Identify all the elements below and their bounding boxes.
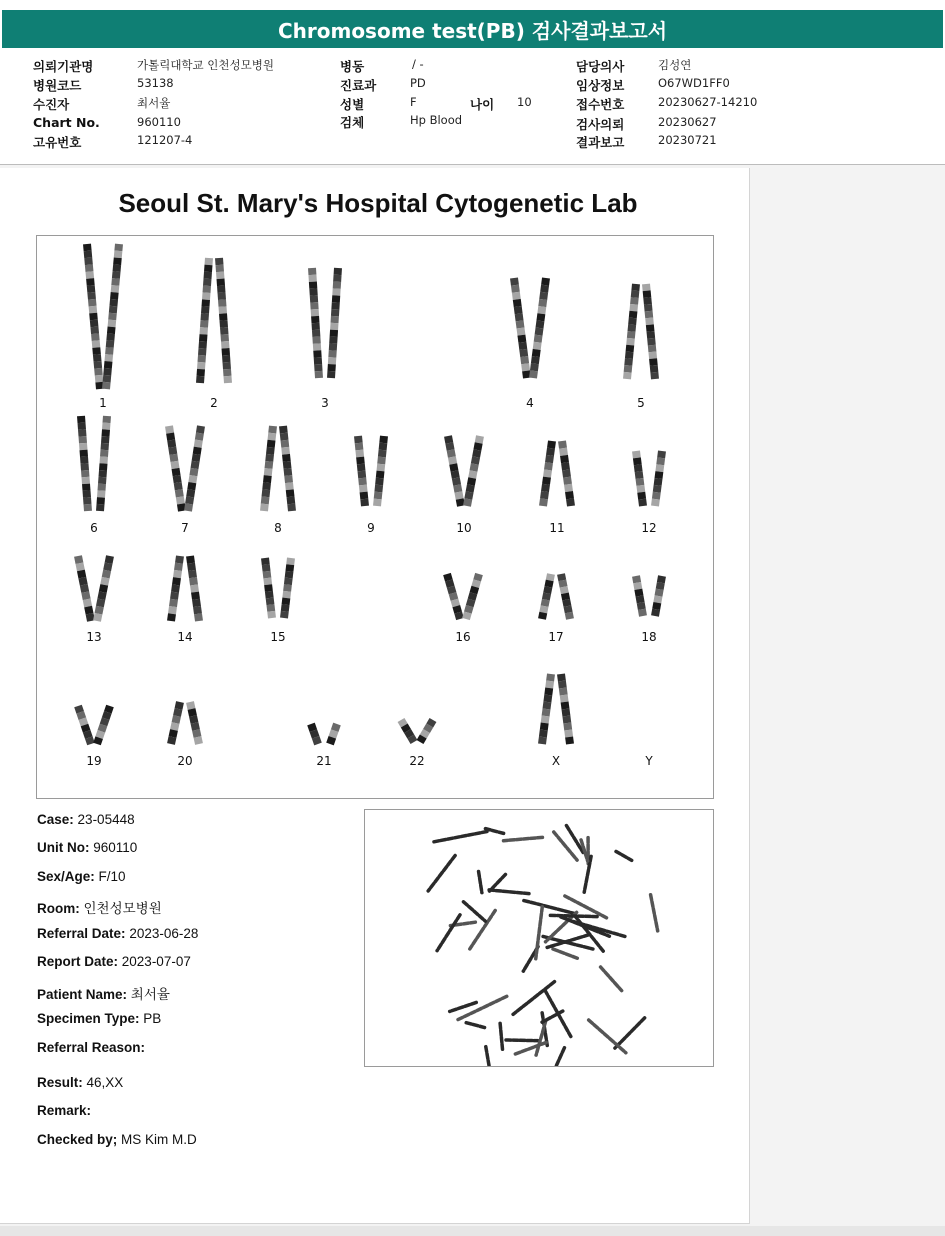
- request-label: 검사의뢰: [576, 117, 625, 132]
- chart-no-value: 960110: [137, 115, 181, 129]
- sexage-field: [37, 869, 126, 884]
- metaphase-chromosome: [486, 1047, 491, 1066]
- chromosome-pair-6: [81, 416, 107, 511]
- specimen-type-field: [37, 1011, 161, 1026]
- referral-date-label: Referral Date:: [37, 926, 126, 941]
- specimen-value: Hp Blood: [410, 113, 463, 127]
- hospital-code-label: 병원코드: [33, 78, 82, 93]
- chromosome-pair-21: [311, 724, 337, 744]
- chromosome-pair-7: [169, 426, 201, 511]
- unit-field: [37, 840, 137, 855]
- metaphase-chromosome: [615, 1018, 645, 1048]
- chromosome-pair-1: [87, 244, 119, 389]
- checked-by-field: [37, 1132, 197, 1147]
- patient-name-value: 최서율: [130, 987, 170, 1002]
- report-date-field: [37, 954, 191, 969]
- chart-no-label: Chart No.: [33, 115, 100, 130]
- sex-value: F: [410, 95, 417, 109]
- chromosome-label-3: 3: [321, 396, 329, 410]
- chromosome-label-8: 8: [274, 521, 282, 535]
- chromosome-label-15: 15: [270, 630, 286, 644]
- chromosome-label-Y: Y: [645, 754, 653, 768]
- chromosome-pair-5: [627, 284, 655, 379]
- hospital-code-value: 53138: [137, 76, 174, 90]
- referral-reason-label: Referral Reason:: [37, 1040, 146, 1055]
- institution-value: 가톨릭대학교 인천성모병원: [137, 58, 274, 72]
- metaphase-chromosome: [504, 837, 543, 840]
- case-label: Case:: [37, 812, 74, 827]
- chromosome-label-13: 13: [86, 630, 102, 644]
- chromosome-pair-4: [514, 278, 546, 378]
- doctor-value: 김성연: [658, 58, 692, 72]
- department-value: PD: [410, 76, 426, 90]
- chromosome-pair-12: [636, 451, 662, 506]
- referral-date-field: [37, 926, 198, 941]
- receipt-no-label: 접수번호: [576, 97, 625, 112]
- room-value: 인천성모병원: [83, 901, 162, 916]
- unit-value: 960110: [93, 840, 138, 855]
- metaphase-chromosome: [550, 915, 597, 916]
- chromosome-label-22: 22: [409, 754, 425, 768]
- case-value: 23-05448: [77, 812, 135, 827]
- chromosome-label-21: 21: [316, 754, 332, 768]
- metaphase-chromosome: [601, 967, 622, 991]
- karyotype-panel: [36, 235, 714, 799]
- chromosome-pair-20: [171, 702, 199, 744]
- chromosome-pair-3: [312, 268, 338, 378]
- clinical-label: 임상정보: [576, 78, 625, 93]
- institution-label: 의뢰기관명: [33, 59, 94, 74]
- metaphase-chromosome: [450, 1002, 477, 1011]
- checked-by-label: Checked by;: [37, 1132, 118, 1147]
- case-field: [37, 812, 135, 827]
- report-date-label: Report Date:: [37, 954, 119, 969]
- checked-by-value: MS Kim M.D: [121, 1132, 197, 1147]
- chromosome-pair-18: [636, 576, 662, 616]
- room-field: [37, 897, 162, 917]
- result-label: Result:: [37, 1075, 83, 1090]
- chromosome-pair-17: [542, 574, 570, 619]
- lab-title: Seoul St. Mary's Hospital Cytogenetic Lab: [118, 188, 638, 218]
- metaphase-chromosome: [457, 996, 506, 1020]
- metaphase-chromosome: [616, 851, 632, 860]
- specimen-label: 검체: [340, 115, 365, 130]
- chromosome-pair-10: [448, 436, 480, 506]
- chromosome-label-2: 2: [210, 396, 218, 410]
- department-label: 진료과: [340, 78, 377, 93]
- sex-label: 성별: [340, 97, 365, 112]
- chromosome-pair-8: [264, 426, 292, 511]
- recipient-label: 수진자: [33, 97, 70, 112]
- chromosome-label-1: 1: [99, 396, 107, 410]
- chromosome-pair-13: [78, 556, 110, 621]
- unit-label: Unit No:: [37, 840, 90, 855]
- specimen-type-label: Specimen Type:: [37, 1011, 140, 1026]
- room-label: Room:: [37, 901, 80, 916]
- chromosome-label-19: 19: [86, 754, 102, 768]
- clinical-value: O67WD1FF0: [658, 76, 730, 90]
- result-value: 46,XX: [86, 1075, 124, 1090]
- metaphase-chromosome: [553, 949, 578, 959]
- metaphase-chromosome: [466, 1023, 486, 1028]
- patient-name-label: Patient Name:: [37, 987, 128, 1002]
- metaphase-chromosome: [437, 915, 460, 951]
- metaphase-chromosome: [489, 890, 530, 894]
- receipt-no-value: 20230627-14210: [658, 95, 758, 109]
- metaphase-chromosome: [500, 1023, 502, 1050]
- metaphase-chromosome: [470, 911, 495, 949]
- request-date-value: 20230627: [658, 115, 717, 129]
- chromosome-pair-11: [543, 441, 571, 506]
- chromosome-pair-16: [447, 574, 479, 619]
- chromosome-label-20: 20: [177, 754, 193, 768]
- chromosome-label-14: 14: [177, 630, 193, 644]
- chromosome-pair-22: [401, 720, 433, 742]
- chromosome-label-10: 10: [456, 521, 472, 535]
- metaphase-chromosome: [433, 832, 487, 842]
- patient-info-panel: [0, 52, 945, 165]
- metaphase-chromosome: [536, 907, 543, 959]
- chromosome-label-4: 4: [526, 396, 534, 410]
- age-value: 10: [517, 95, 532, 109]
- chromosome-label-17: 17: [548, 630, 564, 644]
- chromosome-label-X: X: [551, 754, 561, 768]
- patient-name-field: [37, 983, 170, 1003]
- metaphase-chromosome: [506, 1040, 538, 1041]
- specimen-type-value: PB: [143, 1011, 162, 1026]
- referral-reason-field: [37, 1040, 145, 1055]
- karyotype-image: [37, 236, 713, 798]
- report-title: Chromosome test(PB) 검사결과보고서: [2, 10, 943, 48]
- chromosome-pair-X: [542, 674, 570, 744]
- referral-date-value: 2023-06-28: [129, 926, 199, 941]
- bottom-strip: [0, 1226, 945, 1236]
- result-field: [37, 1075, 123, 1090]
- remark-label: Remark:: [37, 1103, 92, 1118]
- metaphase-chromosome: [524, 901, 576, 914]
- chromosome-label-7: 7: [181, 521, 189, 535]
- age-label: 나이: [470, 97, 495, 112]
- metaphase-chromosome: [479, 871, 482, 892]
- chromosome-label-11: 11: [549, 521, 565, 535]
- chromosome-label-16: 16: [455, 630, 471, 644]
- sexage-label: Sex/Age:: [37, 869, 95, 884]
- metaphase-chromosome: [545, 990, 571, 1037]
- chromosome-pair-14: [171, 556, 199, 621]
- chromosome-label-18: 18: [641, 630, 657, 644]
- chromosome-pair-15: [265, 558, 291, 618]
- metaphase-chromosome: [561, 917, 609, 936]
- unique-no-label: 고유번호: [33, 135, 82, 150]
- metaphase-chromosome: [651, 895, 658, 931]
- sexage-value: F/10: [98, 869, 126, 884]
- ward-label: 병동: [340, 59, 365, 74]
- metaphase-image: [365, 810, 713, 1066]
- chromosome-label-6: 6: [90, 521, 98, 535]
- result-report-date-value: 20230721: [658, 133, 717, 147]
- chromosome-pair-9: [358, 436, 384, 506]
- report-date-value: 2023-07-07: [121, 954, 191, 969]
- chromosome-pair-19: [78, 706, 110, 744]
- metaphase-chromosome: [544, 1048, 564, 1066]
- metaphase-chromosome: [515, 1042, 547, 1054]
- chromosome-label-9: 9: [367, 521, 375, 535]
- recipient-value: 최서율: [137, 96, 171, 110]
- metaphase-chromosome: [589, 1020, 626, 1053]
- result-report-label: 결과보고: [576, 135, 625, 150]
- unique-no-value: 121207-4: [137, 133, 193, 147]
- doctor-label: 담당의사: [576, 59, 625, 74]
- chromosome-pair-2: [200, 258, 228, 383]
- chromosome-label-5: 5: [637, 396, 645, 410]
- ward-value: / -: [412, 57, 424, 71]
- remark-field: [37, 1103, 91, 1118]
- metaphase-chromosome: [428, 856, 455, 891]
- metaphase-chromosome: [463, 902, 485, 921]
- metaphase-panel: [364, 809, 714, 1067]
- chromosome-label-12: 12: [641, 521, 657, 535]
